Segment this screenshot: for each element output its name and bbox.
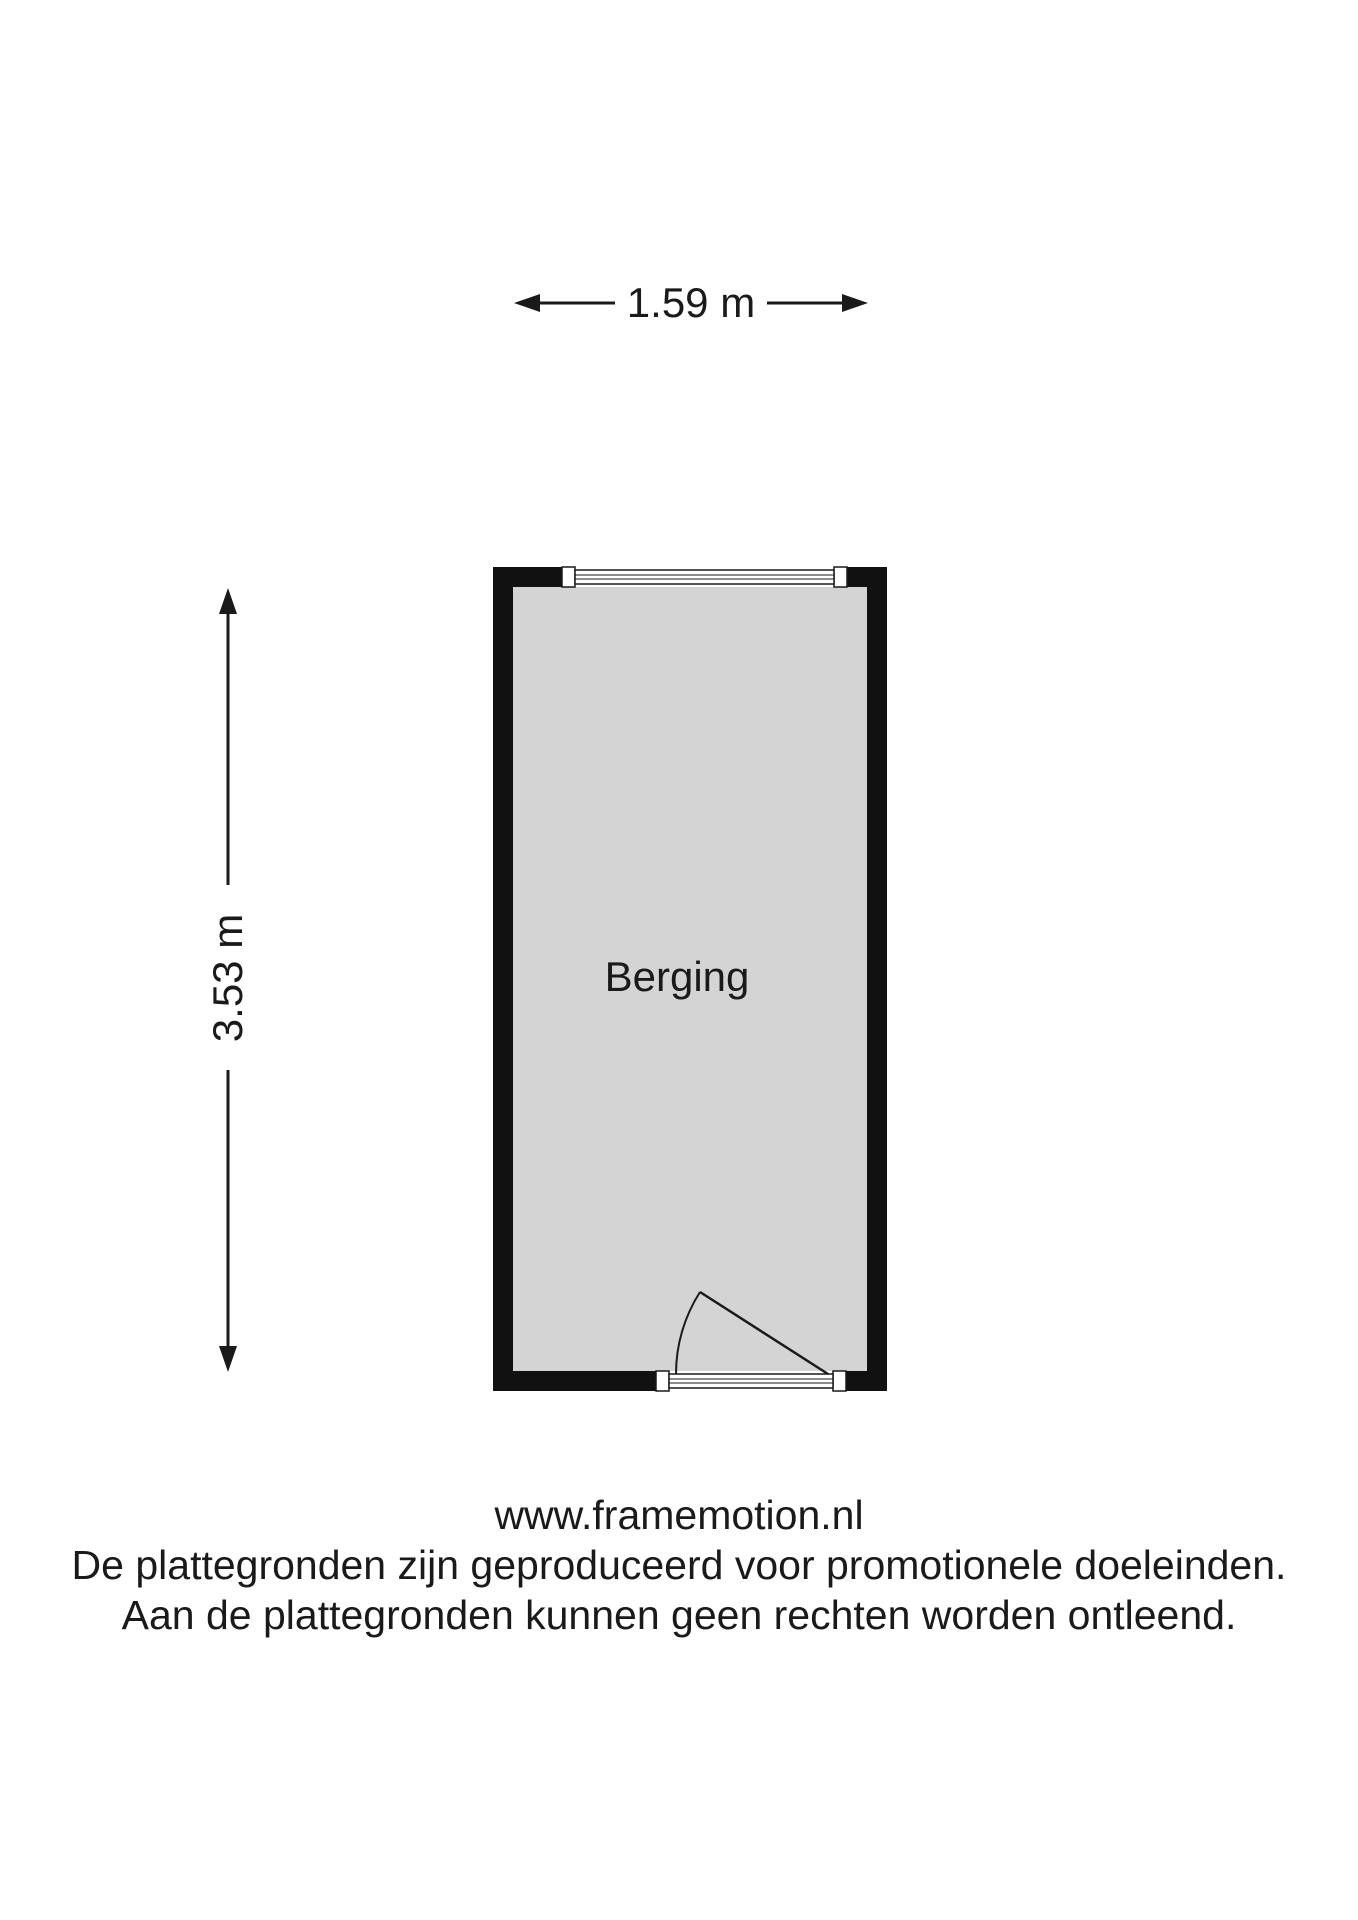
depth-label: 3.53 m xyxy=(204,913,251,1043)
wall-left xyxy=(493,567,513,1391)
disclaimer-line-2: Aan de plattegronden kunnen geen rechten worden ontleend. xyxy=(121,1592,1237,1638)
door-jamb-right xyxy=(833,1371,846,1391)
disclaimer-line-1: De plattegronden zijn geproduceerd voor promotionele doeleinden. xyxy=(71,1542,1287,1588)
wall-bottom-right xyxy=(846,1371,887,1391)
wall-top-right xyxy=(847,567,887,587)
width-dimension xyxy=(514,279,868,326)
footer xyxy=(0,1490,1358,1640)
door-jamb-left xyxy=(656,1371,669,1391)
wall-top-left xyxy=(493,567,562,587)
room-name-label: Berging xyxy=(604,953,750,1000)
wall-right xyxy=(867,567,887,1391)
window-frame xyxy=(575,570,834,584)
depth-dimension xyxy=(204,588,251,1372)
width-arrow-right-icon xyxy=(842,294,868,312)
width-arrow-left-icon xyxy=(514,294,540,312)
website-link[interactable]: www.framemotion.nl xyxy=(494,1492,864,1538)
width-label: 1.59 m xyxy=(626,279,756,326)
wall-bottom-left xyxy=(493,1371,656,1391)
depth-arrow-top-icon xyxy=(219,588,237,614)
depth-arrow-bottom-icon xyxy=(219,1346,237,1372)
window xyxy=(562,567,847,587)
window-jamb-right xyxy=(834,567,847,587)
door-threshold xyxy=(669,1374,833,1388)
window-jamb-left xyxy=(562,567,575,587)
